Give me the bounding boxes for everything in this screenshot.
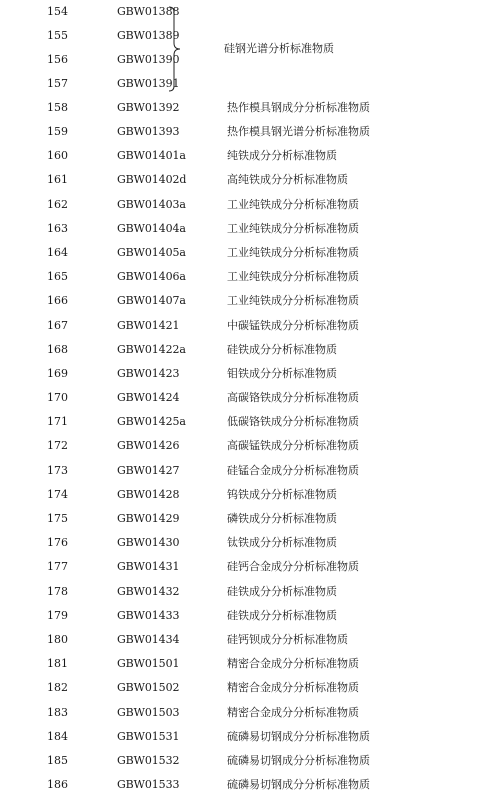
table-row xyxy=(0,434,500,458)
row-number: 186 xyxy=(47,778,68,791)
row-number: 170 xyxy=(47,391,68,404)
material-name: 硅铁成分分析标准物质 xyxy=(227,343,337,356)
table-row xyxy=(0,386,500,410)
table-row xyxy=(0,338,500,362)
material-code: GBW01391 xyxy=(117,77,180,90)
material-name: 工业纯铁成分分析标准物质 xyxy=(227,294,359,307)
table-row xyxy=(0,144,500,168)
material-code: GBW01503 xyxy=(117,706,180,719)
material-code: GBW01532 xyxy=(117,754,180,767)
material-code: GBW01434 xyxy=(117,633,180,646)
material-name: 工业纯铁成分分析标准物质 xyxy=(227,222,359,235)
row-number: 183 xyxy=(47,706,68,719)
row-number: 179 xyxy=(47,609,68,622)
table-row xyxy=(0,96,500,120)
table-row xyxy=(0,652,500,676)
material-code: GBW01432 xyxy=(117,585,180,598)
table-row xyxy=(0,362,500,386)
material-code: GBW01423 xyxy=(117,367,180,380)
material-name: 热作模具钢成分分析标准物质 xyxy=(227,101,370,114)
material-name: 硅钙钡成分分析标准物质 xyxy=(227,633,348,646)
group-material-name: 硅钢光谱分析标准物质 xyxy=(224,42,334,55)
table-row xyxy=(0,120,500,144)
row-number: 166 xyxy=(47,294,68,307)
material-code: GBW01422a xyxy=(117,343,186,356)
material-code: GBW01531 xyxy=(117,730,180,743)
table-row xyxy=(0,459,500,483)
row-number: 169 xyxy=(47,367,68,380)
material-name: 硅铁成分分析标准物质 xyxy=(227,609,337,622)
material-name: 硫磷易切钢成分分析标准物质 xyxy=(227,754,370,767)
material-name: 工业纯铁成分分析标准物质 xyxy=(227,270,359,283)
material-name: 高碳铬铁成分分析标准物质 xyxy=(227,391,359,404)
material-code: GBW01431 xyxy=(117,560,180,573)
material-code: GBW01404a xyxy=(117,222,186,235)
material-code: GBW01406a xyxy=(117,270,186,283)
material-code: GBW01393 xyxy=(117,125,180,138)
material-name: 工业纯铁成分分析标准物质 xyxy=(227,246,359,259)
row-number: 176 xyxy=(47,536,68,549)
material-code: GBW01429 xyxy=(117,512,180,525)
material-code: GBW01407a xyxy=(117,294,186,307)
material-name: 中碳锰铁成分分析标准物质 xyxy=(227,319,359,332)
material-code: GBW01392 xyxy=(117,101,180,114)
row-number: 184 xyxy=(47,730,68,743)
material-name: 精密合金成分分析标准物质 xyxy=(227,706,359,719)
material-name: 钼铁成分分析标准物质 xyxy=(227,367,337,380)
row-number: 172 xyxy=(47,439,68,452)
row-number: 168 xyxy=(47,343,68,356)
material-code: GBW01421 xyxy=(117,319,180,332)
row-number: 163 xyxy=(47,222,68,235)
row-number: 173 xyxy=(47,464,68,477)
table-row xyxy=(0,507,500,531)
row-number: 155 xyxy=(47,29,68,42)
row-number: 175 xyxy=(47,512,68,525)
table-row xyxy=(0,265,500,289)
row-number: 185 xyxy=(47,754,68,767)
table-row xyxy=(0,168,500,192)
material-code: GBW01402d xyxy=(117,173,187,186)
row-number: 161 xyxy=(47,173,68,186)
material-name: 硫磷易切钢成分分析标准物质 xyxy=(227,730,370,743)
table-row xyxy=(0,701,500,725)
row-number: 156 xyxy=(47,53,68,66)
material-name: 纯铁成分分析标准物质 xyxy=(227,149,337,162)
material-code: GBW01426 xyxy=(117,439,180,452)
material-name: 硫磷易切钢成分分析标准物质 xyxy=(227,778,370,791)
material-code: GBW01501 xyxy=(117,657,180,670)
material-name: 硅钙合金成分分析标准物质 xyxy=(227,560,359,573)
material-name: 精密合金成分分析标准物质 xyxy=(227,657,359,670)
row-number: 182 xyxy=(47,681,68,694)
row-number: 160 xyxy=(47,149,68,162)
table-row xyxy=(0,483,500,507)
table-row xyxy=(0,314,500,338)
material-name: 精密合金成分分析标准物质 xyxy=(227,681,359,694)
material-code: GBW01427 xyxy=(117,464,180,477)
material-name: 磷铁成分分析标准物质 xyxy=(227,512,337,525)
material-code: GBW01389 xyxy=(117,29,180,42)
material-code: GBW01502 xyxy=(117,681,180,694)
row-number: 157 xyxy=(47,77,68,90)
material-name: 硅锰合金成分分析标准物质 xyxy=(227,464,359,477)
table-row xyxy=(0,555,500,579)
table-row xyxy=(0,193,500,217)
material-code: GBW01425a xyxy=(117,415,186,428)
material-code: GBW01405a xyxy=(117,246,186,259)
row-number: 158 xyxy=(47,101,68,114)
row-number: 162 xyxy=(47,198,68,211)
row-number: 167 xyxy=(47,319,68,332)
grouping-brace xyxy=(168,6,184,92)
table-row xyxy=(0,241,500,265)
material-name: 低碳铬铁成分分析标准物质 xyxy=(227,415,359,428)
table-row xyxy=(0,749,500,773)
row-number: 171 xyxy=(47,415,68,428)
table-row xyxy=(0,217,500,241)
table-row xyxy=(0,410,500,434)
table-row xyxy=(0,676,500,700)
material-code: GBW01533 xyxy=(117,778,180,791)
row-number: 154 xyxy=(47,5,68,18)
table-row xyxy=(0,628,500,652)
material-code: GBW01428 xyxy=(117,488,180,501)
row-number: 164 xyxy=(47,246,68,259)
table-row xyxy=(0,580,500,604)
table-row xyxy=(0,289,500,313)
material-name: 高纯铁成分分析标准物质 xyxy=(227,173,348,186)
table-row xyxy=(0,725,500,749)
row-number: 181 xyxy=(47,657,68,670)
row-number: 159 xyxy=(47,125,68,138)
material-code: GBW01390 xyxy=(117,53,180,66)
table-row xyxy=(0,0,500,24)
material-code: GBW01403a xyxy=(117,198,186,211)
row-number: 180 xyxy=(47,633,68,646)
table-row xyxy=(0,531,500,555)
table-row xyxy=(0,773,500,797)
row-number: 174 xyxy=(47,488,68,501)
material-name: 钨铁成分分析标准物质 xyxy=(227,488,337,501)
table-row xyxy=(0,604,500,628)
material-name: 硅铁成分分析标准物质 xyxy=(227,585,337,598)
material-name: 高碳锰铁成分分析标准物质 xyxy=(227,439,359,452)
material-name: 工业纯铁成分分析标准物质 xyxy=(227,198,359,211)
row-number: 177 xyxy=(47,560,68,573)
row-number: 165 xyxy=(47,270,68,283)
table-row xyxy=(0,72,500,96)
material-code: GBW01424 xyxy=(117,391,180,404)
material-code: GBW01388 xyxy=(117,5,180,18)
material-code: GBW01430 xyxy=(117,536,180,549)
row-number: 178 xyxy=(47,585,68,598)
material-name: 热作模具钢光谱分析标准物质 xyxy=(227,125,370,138)
material-code: GBW01401a xyxy=(117,149,186,162)
material-code: GBW01433 xyxy=(117,609,180,622)
material-name: 钛铁成分分析标准物质 xyxy=(227,536,337,549)
